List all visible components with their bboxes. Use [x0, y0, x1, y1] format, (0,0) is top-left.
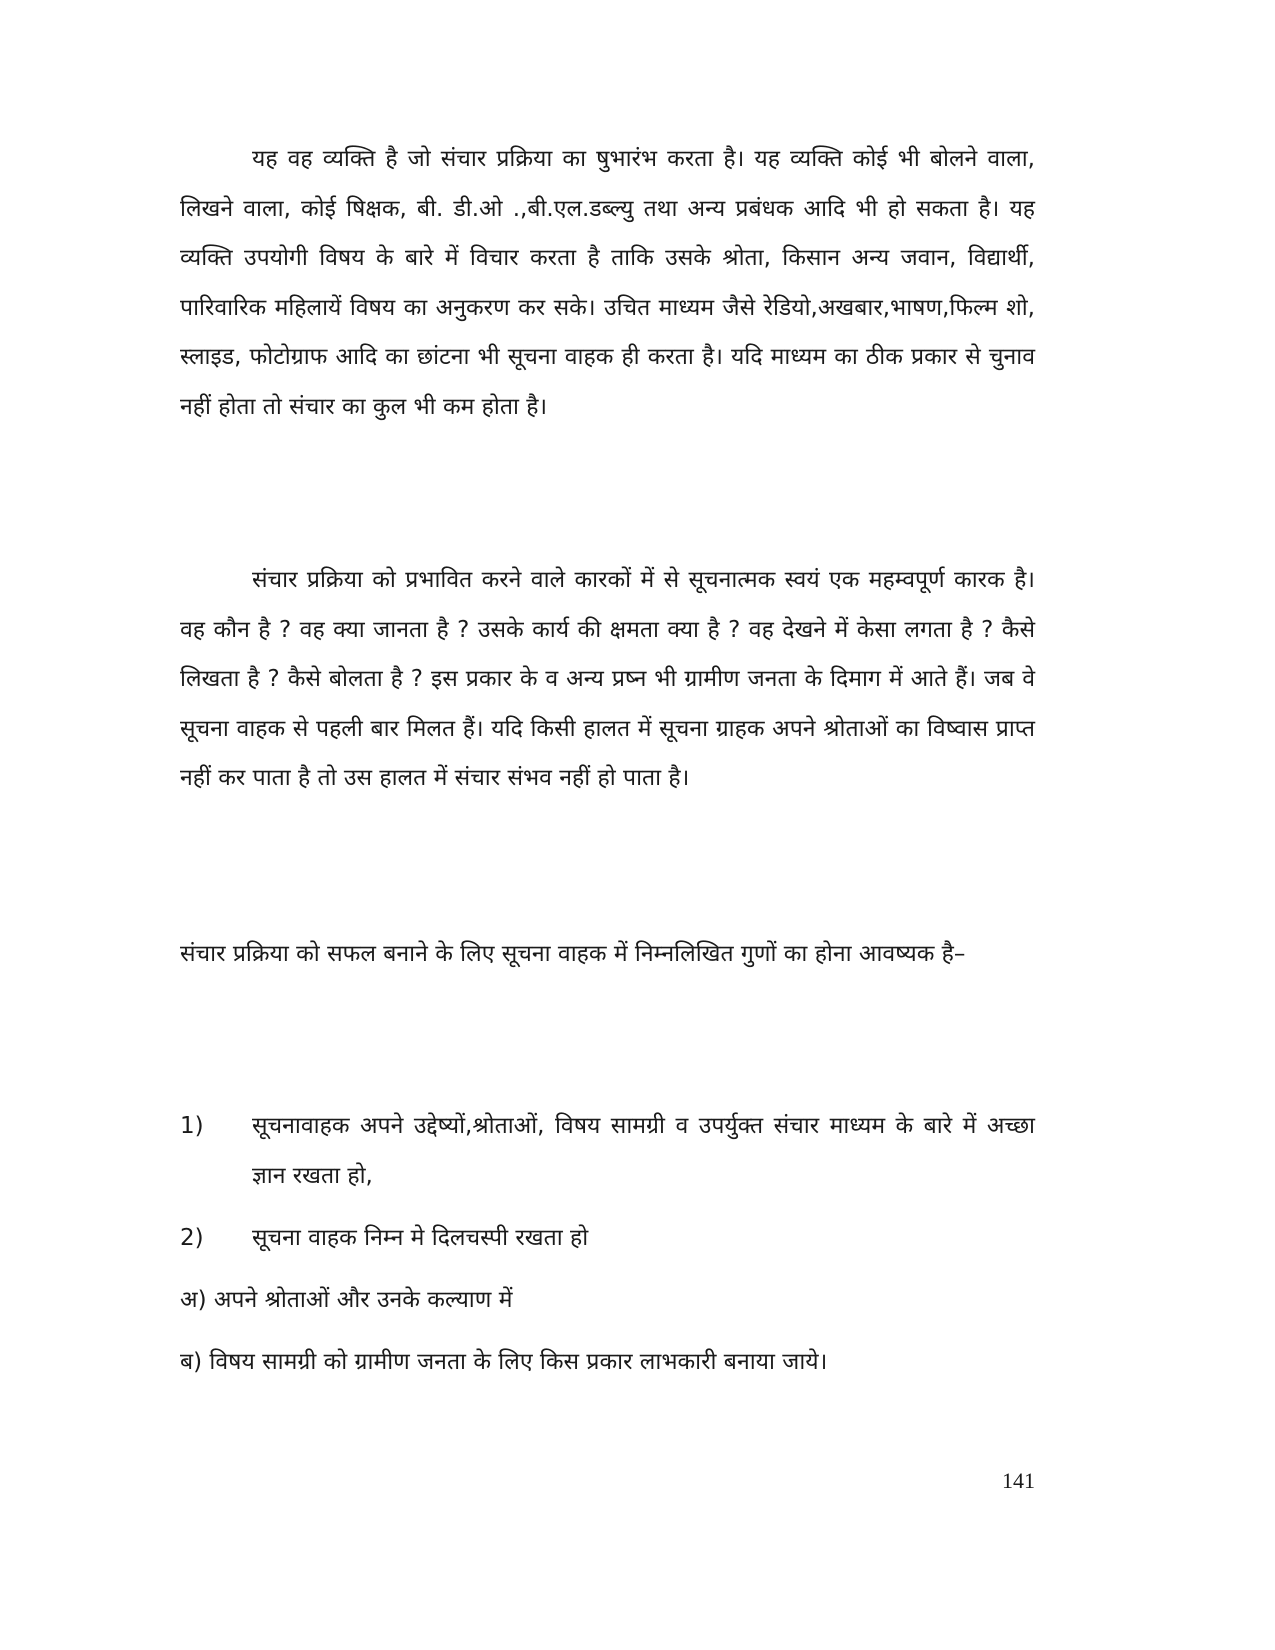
paragraph-communicator-factors: संचार प्रक्रिया को प्रभावित करने वाले कारकों में से सूचनात्मक स्वयं एक महम्वपूर्ण कारक है। वह कौन है ? वह क्या जानता है ? उसके कार्य की क्षमता क्या है ? वह देखने में केसा लगता है ? कैसे लिखता है ? कैसे बोलता है ? इस प्रकार के व अन्य प्रष्न भी ग्रामीण जनता के दिमाग में आते हैं। जब वे सूचना वाहक से पहली बार मिलत हैं। यदि किसी हालत में सूचना ग्राहक अपने श्रोताओं का विष्वास प्राप्त नहीं कर पाता है तो उस हालत में संचार संभव नहीं हो पाता है।	[180, 567, 1035, 791]
list-item	[180, 1214, 1035, 1264]
sub-item-b: ब) विषय सामग्री को ग्रामीण जनता के लिए किस प्रकार लाभकारी बनाया जाये।	[180, 1349, 828, 1375]
paragraph-qualities-intro: संचार प्रक्रिया को सफल बनाने के लिए सूचना वाहक में निम्नलिखित गुणों का होना आवष्यक है–	[180, 941, 966, 967]
page-number: 141	[1002, 1468, 1035, 1493]
list-item-number: 1)	[180, 1113, 204, 1139]
paragraph-communicator-definition: यह वह व्यक्ति है जो संचार प्रक्रिया का षुभारंभ करता है। यह व्यक्ति कोई भी बोलने वाला, लिखने वाला, कोई षिक्षक, बी. डी.ओ .,बी.एल.डब्ल्यु तथा अन्य प्रबंधक आदि भी हो सकता है। यह व्यक्ति उपयोगी विषय के बारे में विचार करता है ताकि उसके श्रोता, किसान अन्य जवान, विद्यार्थी, पारिवारिक महिलायें विषय का अनुकरण कर सके। उचित माध्यम जैसे रेडियो,अखबार,भाषण,फिल्म शो, स्लाइड, फोटोग्राफ आदि का छांटना भी सूचना वाहक ही करता है। यदि माध्यम का ठीक प्रकार से चुनाव नहीं होता तो संचार का कुल भी कम होता है।	[180, 146, 1035, 420]
list-item-text: सूचनावाहक अपने उद्देष्यों,श्रोताओं, विषय सामग्री व उपर्युक्त संचार माध्यम के बारे में अच्छा ज्ञान रखता हो,	[252, 1113, 1035, 1189]
list-item-number: 2)	[180, 1225, 204, 1251]
list-item	[180, 1102, 1035, 1201]
sub-item-a: अ) अपने श्रोताओं और उनके कल्याण में	[180, 1287, 513, 1313]
list-item-text: सूचना वाहक निम्न मे दिलचस्पी रखता हो	[252, 1225, 589, 1251]
